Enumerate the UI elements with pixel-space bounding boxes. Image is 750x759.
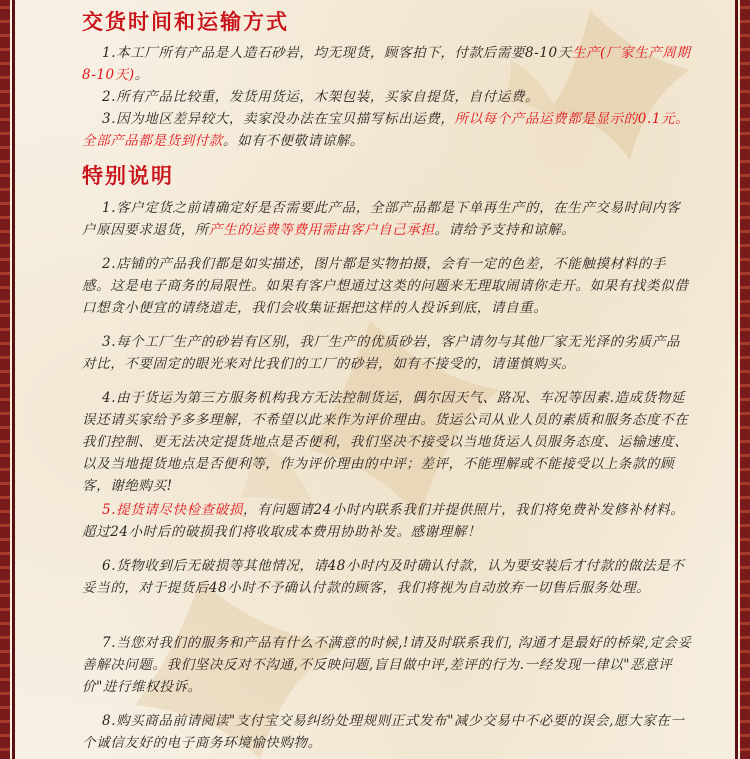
note-1-end: 。请给予支持和谅解。 [434, 222, 576, 238]
note-3 [82, 331, 694, 375]
note-5-body: ，有问题请24小时内联系我们并提供照片，我们将免费补发修补材料。超过24小时后的破损我们将收取成本费用协助补发。感谢理解！ [82, 502, 685, 540]
note-1-highlight: 产生的运费等费用需由客户自己承担 [208, 222, 435, 238]
shipping-item-1 [82, 42, 694, 86]
shipping-item-3-highlight: 所以每个产品运费都是显示的0.1元。全部产品都是货到付款 [82, 111, 690, 149]
note-2 [82, 253, 694, 319]
shipping-item-3-end: 。如有不便敬请谅解。 [223, 133, 364, 149]
note-6-text: 6.货物收到后无破损等其他情况，请48小时内及时确认付款，认为要安装后才付款的做法是不妥当的，对于提货后48小时不予确认付款的顾客，我们将视为自动放弃一切售后服务处理。 [82, 558, 685, 596]
note-1-body: 1.客户定货之前请确定好是否需要此产品，全部产品都是下单再生产的，在生产交易时间内客户原因要求退货，所 [82, 200, 681, 238]
note-4-text: 4.由于货运为第三方服务机构我方无法控制货运，偶尔因天气、路况、车况等因素.造成货物延误还请买家给予多多理解，不希望以此来作为评价理由。货运公司从业人员的素质和服务态度不在我们控制、更无法决定提货地点是否便利，我们坚决不接受以当地货运人员服务态度、运输速度、以及当地提货地点是否便利等，作为评价理由的中评；差评，不能理解或不能接受以上条款的顾客，谢绝购买! [82, 390, 689, 494]
left-decorative-border [0, 0, 10, 759]
shipping-info-block [82, 42, 694, 152]
note-7-text: 7.当您对我们的服务和产品有什么不满意的时候,!请及时联系我们, 沟通才是最好的桥梁,定会妥善解决问题。我们坚决反对不沟通,不反映问题,盲目做中评,差评的行为.一经发现一律以"恶意评价"进行维权投诉。 [82, 635, 692, 695]
note-5-highlight: 提货请尽快检查破损 [116, 502, 243, 518]
note-4 [82, 387, 694, 497]
shipping-item-1-end: 。 [134, 67, 149, 83]
left-inner-border [12, 0, 15, 759]
shipping-item-3-text: 3.因为地区差异较大，卖家没办法在宝贝描写标出运费， [102, 111, 455, 127]
section-title-shipping: 交货时间和运输方式 [82, 9, 289, 34]
shipping-item-2: 2.所有产品比较重，发货用货运，木架包装，买家自提货，自付运费。 [102, 89, 540, 105]
note-5 [82, 499, 694, 543]
note-6 [82, 555, 694, 599]
note-5-text [82, 499, 694, 543]
note-7 [82, 632, 694, 698]
shipping-item-1-highlight: 生产(厂家生产周期8-10天) [82, 45, 691, 83]
note-5-number: 5. [102, 502, 117, 518]
note-8-text: 8.购买商品前请阅读"支付宝交易纠纷处理规则正式发布"减少交易中不必要的误会,愿大家在一个诚信友好的电子商务环境愉快购物。 [82, 713, 685, 751]
right-inner-border [735, 0, 738, 759]
note-1-text [82, 197, 694, 241]
shipping-item-3 [82, 108, 694, 152]
shipping-item-1-text: 1.本工厂所有产品是人造石砂岩，均无现货，顾客拍下，付款后需要8-10天 [102, 45, 572, 61]
note-3-text: 3.每个工厂生产的砂岩有区别，我厂生产的优质砂岩，客户请勿与其他厂家无光泽的劣质产品对比，不要固定的眼光来对比我们的工厂的砂岩，如有不接受的，请谨慎购买。 [82, 334, 681, 372]
note-1 [82, 197, 694, 241]
section-title-notes: 特别说明 [82, 163, 174, 188]
right-decorative-border [740, 0, 750, 759]
note-8 [82, 710, 694, 754]
note-2-text: 2.店铺的产品我们都是如实描述，图片都是实物拍摄，会有一定的色差，不能触摸材料的手感。这是电子商务的局限性。如果有客户想通过这类的问题来无理取闹请你走开。如果有找类似借口想贪小便宜的请绕道走，我们会收集证据把这样的人投诉到底，请自重。 [82, 256, 689, 316]
